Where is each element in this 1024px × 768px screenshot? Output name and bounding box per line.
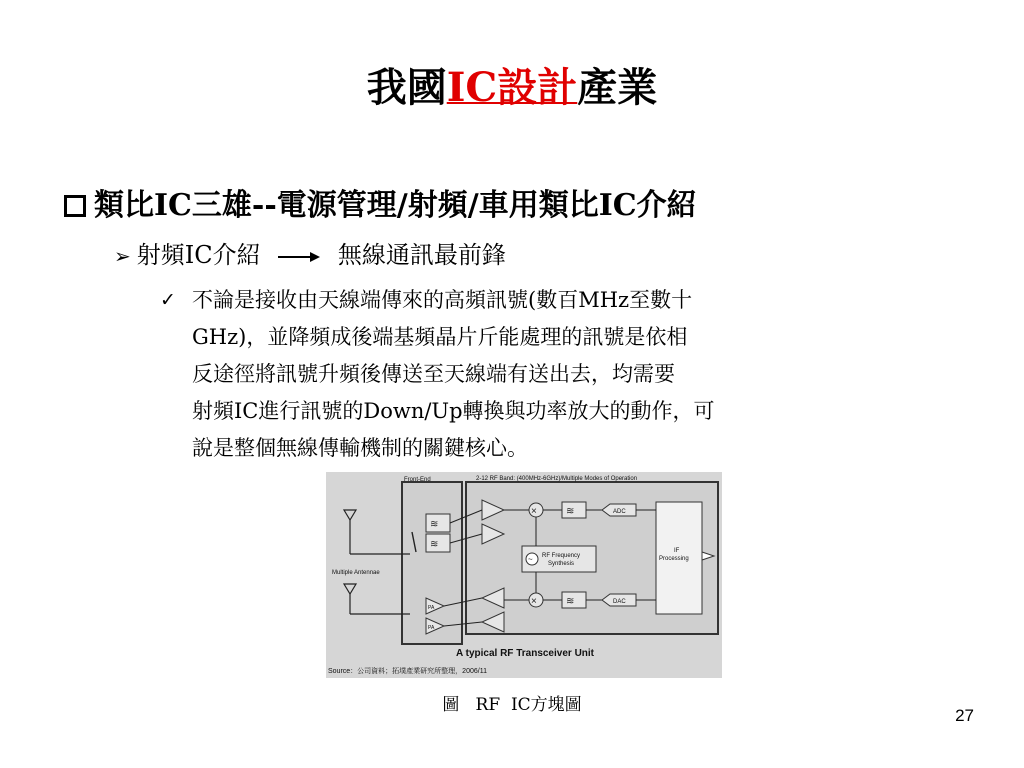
svg-text:≋: ≋ xyxy=(430,539,439,550)
bullet-level-3-line: 不論是接收由天線端傳來的高頻訊號(數百MHz至數十 xyxy=(192,288,693,312)
if-label-2: Processing xyxy=(659,556,689,562)
slide-title xyxy=(0,62,1024,114)
rf-transceiver-diagram xyxy=(326,472,722,678)
bullet-level-3 xyxy=(160,282,840,467)
long-right-arrow-icon xyxy=(276,250,322,264)
bullet-level-2-text-a: 射頻IC介紹 xyxy=(136,241,261,269)
page-number: 27 xyxy=(955,706,974,725)
pa-label: PA xyxy=(428,625,435,631)
antennas-label: Multiple Antennae xyxy=(332,570,380,576)
bullet-level-3-line: GHz)，並降頻成後端基頻晶片斤能處理的訊號是依相 xyxy=(192,325,688,349)
bullet-level-2 xyxy=(114,238,506,273)
adc-label: ADC xyxy=(613,509,626,515)
svg-text:≋: ≋ xyxy=(430,519,439,530)
title-prefix: 我國 xyxy=(366,64,447,111)
title-highlight: IC設計 xyxy=(446,64,578,111)
diagram-source: Source：公司資料；拓墣產業研究所整理，2006/11 xyxy=(328,668,487,675)
title-suffix: 產業 xyxy=(577,64,658,111)
if-label-1: IF xyxy=(674,548,680,554)
synth-label-1: RF Frequency xyxy=(542,553,581,559)
unit-title: A typical RF Transceiver Unit xyxy=(456,648,595,659)
bullet-level-3-line: 說是整個無線傳輸機制的關鍵核心。 xyxy=(192,436,528,460)
svg-text:≋: ≋ xyxy=(566,596,575,607)
bullet-level-3-line: 反途徑將訊號升頻後傳送至天線端有送出去，均需要 xyxy=(192,362,675,386)
arrowhead-bullet-icon: ➢ xyxy=(114,244,131,268)
svg-text:≋: ≋ xyxy=(566,506,575,517)
front-end-box xyxy=(402,482,462,644)
rf-ic-block-diagram xyxy=(326,472,722,678)
svg-text:~: ~ xyxy=(528,555,533,564)
figure-caption: 圖 RF IC方塊圖 xyxy=(442,695,582,715)
synth-label-2: Synthesis xyxy=(548,561,575,567)
bullet-level-3-line: 射頻IC進行訊號的Down/Up轉換與功率放大的動作，可 xyxy=(192,399,715,423)
checkmark-icon: ✓ xyxy=(160,289,176,311)
bullet-level-2-text-b: 無線通訊最前鋒 xyxy=(337,241,506,269)
band-label: 2-12 RF Band: (400MHz-6GHz)/Multiple Modes of Operation xyxy=(476,476,638,482)
pa-label: PA xyxy=(428,605,435,611)
square-bullet-icon xyxy=(64,195,86,217)
bullet-level-1 xyxy=(64,186,697,226)
bullet-level-1-text: 類比IC三雄--電源管理/射頻/車用類比IC介紹 xyxy=(94,188,697,223)
dac-label: DAC xyxy=(613,599,626,605)
front-end-label: Front-End xyxy=(404,477,431,483)
svg-text:×: × xyxy=(531,596,537,607)
svg-text:×: × xyxy=(531,506,537,517)
